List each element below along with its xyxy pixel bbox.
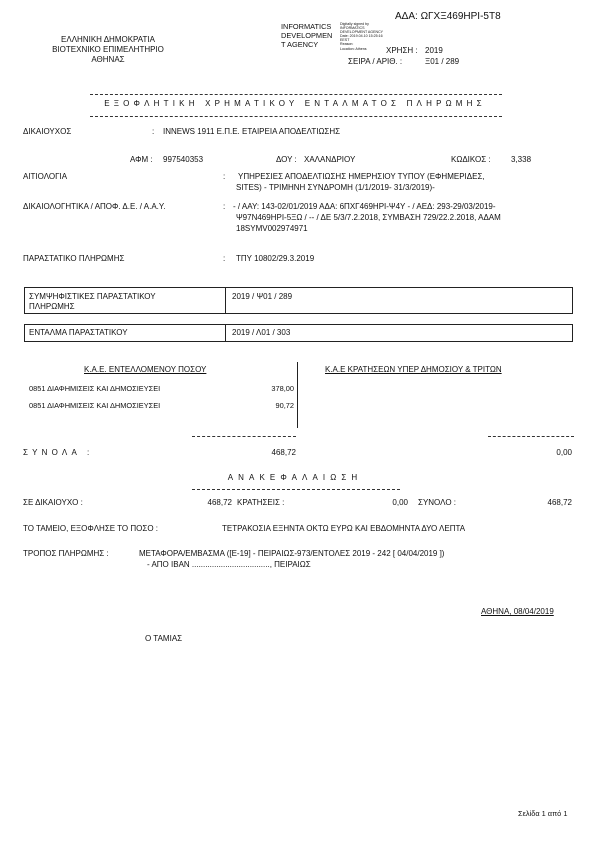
summary-beneficiary-label: ΣΕ ΔΙΚΑΙΟΥΧΟ : xyxy=(23,498,83,507)
payment-method-line: ΜΕΤΑΦΟΡΑ/ΕΜΒΑΣΜΑ ([Ε-19] - ΠΕΙΡΑΙΩΣ-973/ΕΝΤΟΛΕΣ 2019 - 242 [ 04/04/2019 ]) xyxy=(139,549,445,558)
colon: : xyxy=(152,127,155,136)
order-doc-value: 2019 / Λ01 / 303 xyxy=(232,328,291,337)
summary-deductions-label: ΚΡΑΤΗΣΕΙΣ : xyxy=(237,498,285,507)
code-value: 3,338 xyxy=(511,155,532,164)
paid-amount-words: ΤΕΤΡΑΚΟΣΙΑ ΕΞΗΝΤΑ ΟΚΤΩ ΕΥΡΩ ΚΑΙ ΕΒΔΟΜΗΝΤΑ ΔΥΟ ΛΕΠΤΑ xyxy=(222,524,466,533)
summary-title: ΑΝΑΚΕΦΑΛΑΙΩΣΗ xyxy=(227,473,363,482)
beneficiary-value: INNEWS 1911 Ε.Π.Ε. ΕΤΑΙΡΕΙΑ ΑΠΟΔΕΛΤΙΩΣΗΣ xyxy=(163,127,341,136)
payment-method-label: ΤΡΟΠΟΣ ΠΛΗΡΩΜΗΣ : xyxy=(23,549,109,558)
documents-line: 18SYMV002974971 xyxy=(236,224,308,233)
signature-detail: INFORMATICS xyxy=(340,26,365,31)
logo-line: INFORMATICS xyxy=(281,22,332,31)
issuer-line: ΑΘΗΝΑΣ xyxy=(91,55,125,64)
digital-signature-details xyxy=(340,22,383,51)
summary-beneficiary-value: 468,72 xyxy=(207,498,232,507)
signature-detail: Location: Athens xyxy=(340,46,367,51)
colon: : xyxy=(223,254,226,263)
documents-line: - / ΑΑΥ: 143-02/01/2019 ΑΔΑ: 6ΠΧΓ469ΗΡΙ-Ψ4Υ - / ΑΕΔ: 293-29/03/2019- xyxy=(233,202,496,211)
page-number: Σελίδα 1 από 1 xyxy=(518,809,568,818)
totals-label: ΣΥΝΟΛΑ : xyxy=(23,448,94,457)
signature-detail: DEVELOPMENT AGENCY xyxy=(340,30,384,35)
kae-row-amount: 378,00 xyxy=(271,384,294,393)
box-label-line: ΠΛΗΡΩΜΗΣ xyxy=(29,302,75,311)
kae-column-divider xyxy=(297,362,298,428)
doy-value: ΧΑΛΑΝΔΡΙΟΥ xyxy=(304,155,356,164)
divider xyxy=(90,116,502,117)
year-value: 2019 xyxy=(425,46,443,55)
kae-row-label: 0851 ΔΙΑΦΗΜΙΣΕΙΣ ΚΑΙ ΔΗΜΟΣΙΕΥΣΕΙ xyxy=(29,401,161,410)
colon: : xyxy=(223,202,226,211)
summary-deductions-value: 0,00 xyxy=(392,498,408,507)
reason-line: ΥΠΗΡΕΣΙΕΣ ΑΠΟΔΕΛΤΙΩΣΗΣ ΗΜΕΡΗΣΙΟΥ ΤΥΠΟΥ (ΕΦΗΜΕΡΙΔΕΣ, xyxy=(238,172,485,181)
offset-docs-value: 2019 / Ψ01 / 289 xyxy=(232,292,293,301)
summary-total-value: 468,72 xyxy=(547,498,572,507)
box-divider xyxy=(225,324,226,342)
code-label: ΚΩΔΙΚΟΣ : xyxy=(451,155,491,164)
issuer-line: ΕΛΛΗΝΙΚΗ ΔΗΜΟΚΡΑΤΙΑ xyxy=(61,35,155,44)
signature-detail: Digitally signed by xyxy=(340,22,369,26)
afm-label: ΑΦΜ : xyxy=(130,155,153,164)
kae-amount-header: Κ.Α.Ε. ΕΝΤΕΛΛΟΜΕΝΟΥ ΠΟΣΟΥ xyxy=(84,365,207,374)
series-label: ΣΕΙΡΑ / ΑΡΙΘ. : xyxy=(348,57,403,66)
offset-docs-label xyxy=(29,292,156,312)
issuer-block xyxy=(28,35,188,65)
reason-label: ΑΙΤΙΟΛΟΓΙΑ xyxy=(23,172,68,181)
box-divider xyxy=(225,287,226,314)
beneficiary-label: ΔΙΚΑΙΟΥΧΟΣ xyxy=(23,127,72,136)
signature-detail: Reason: xyxy=(340,42,354,47)
box-label-line: ΣΥΜΨΗΦΙΣΤΙΚΕΣ ΠΑΡΑΣΤΑΤΙΚΟΥ xyxy=(29,292,156,301)
divider xyxy=(192,489,400,490)
place-date: ΑΘΗΝΑ, 08/04/2019 xyxy=(481,607,554,616)
logo-line: T AGENCY xyxy=(281,40,319,49)
documents-label: ΔΙΚΑΙΟΛΟΓΗΤΙΚΑ / ΑΠΟΦ. Δ.Ε. / Α.Α.Υ. xyxy=(23,202,166,211)
payment-doc-value: ΤΠΥ 10802/29.3.2019 xyxy=(236,254,315,263)
signature-logo xyxy=(281,22,332,49)
payment-doc-label: ΠΑΡΑΣΤΑΤΙΚΟ ΠΛΗΡΩΜΗΣ xyxy=(23,254,125,263)
subtotal-line xyxy=(488,436,574,437)
kae-deductions-header: Κ.Α.Ε ΚΡΑΤΗΣΕΩΝ ΥΠΕΡ ΔΗΜΟΣΙΟΥ & ΤΡΙΤΩΝ xyxy=(325,365,502,374)
doy-label: ΔΟΥ : xyxy=(276,155,297,164)
ada-number: ΑΔΑ: ΩΓΧΞ469ΗΡΙ-5Τ8 xyxy=(395,11,501,22)
document-title: ΕΞΟΦΛΗΤΙΚΗ ΧΡΗΜΑΤΙΚΟΥ ΕΝΤΑΛΜΑΤΟΣ ΠΛΗΡΩΜΗΣ xyxy=(104,99,486,108)
kae-row-label: 0851 ΔΙΑΦΗΜΙΣΕΙΣ ΚΑΙ ΔΗΜΟΣΙΕΥΣΕΙ xyxy=(29,384,161,393)
totals-amount: 468,72 xyxy=(271,448,296,457)
subtotal-line xyxy=(192,436,296,437)
signature-detail: Date: 2019.04.10 15:25:16 xyxy=(340,34,383,39)
summary-total-label: ΣΥΝΟΛΟ : xyxy=(418,498,456,507)
series-value: Ξ01 / 289 xyxy=(425,57,460,66)
paid-label: ΤΟ ΤΑΜΕΙΟ, ΕΞΟΦΛΗΣΕ ΤΟ ΠΟΣΟ : xyxy=(23,524,158,533)
reason-line: SITES) - ΤΡΙΜΗΝΗ ΣΥΝΔΡΟΜΗ (1/1/2019- 31/3/2019)- xyxy=(236,183,435,192)
payment-method-line: - ΑΠΟ IBAN ..................................., ΠΕΙΡΑΙΩΣ xyxy=(147,560,311,569)
cashier-label: Ο ΤΑΜΙΑΣ xyxy=(145,634,183,643)
documents-line: Ψ97Ν469ΗΡΙ-5ΞΩ / -- / ΔΕ 5/3/7.2.2018, ΣΥΜΒΑΣΗ 729/22.2.2018, ΑΔΑΜ xyxy=(236,213,501,222)
issuer-line: ΒΙΟΤΕΧΝΙΚΟ ΕΠΙΜΕΛΗΤΗΡΙΟ xyxy=(52,45,164,54)
afm-value: 997540353 xyxy=(163,155,204,164)
colon: : xyxy=(223,172,226,181)
logo-line: DEVELOPMEN xyxy=(281,31,333,40)
kae-row-amount: 90,72 xyxy=(275,401,294,410)
year-label: ΧΡΗΣΗ : xyxy=(386,46,418,55)
totals-deductions: 0,00 xyxy=(556,448,572,457)
signature-detail: EEST xyxy=(340,38,350,43)
order-doc-label: ΕΝΤΑΛΜΑ ΠΑΡΑΣΤΑΤΙΚΟΥ xyxy=(29,328,128,337)
divider xyxy=(90,94,502,95)
